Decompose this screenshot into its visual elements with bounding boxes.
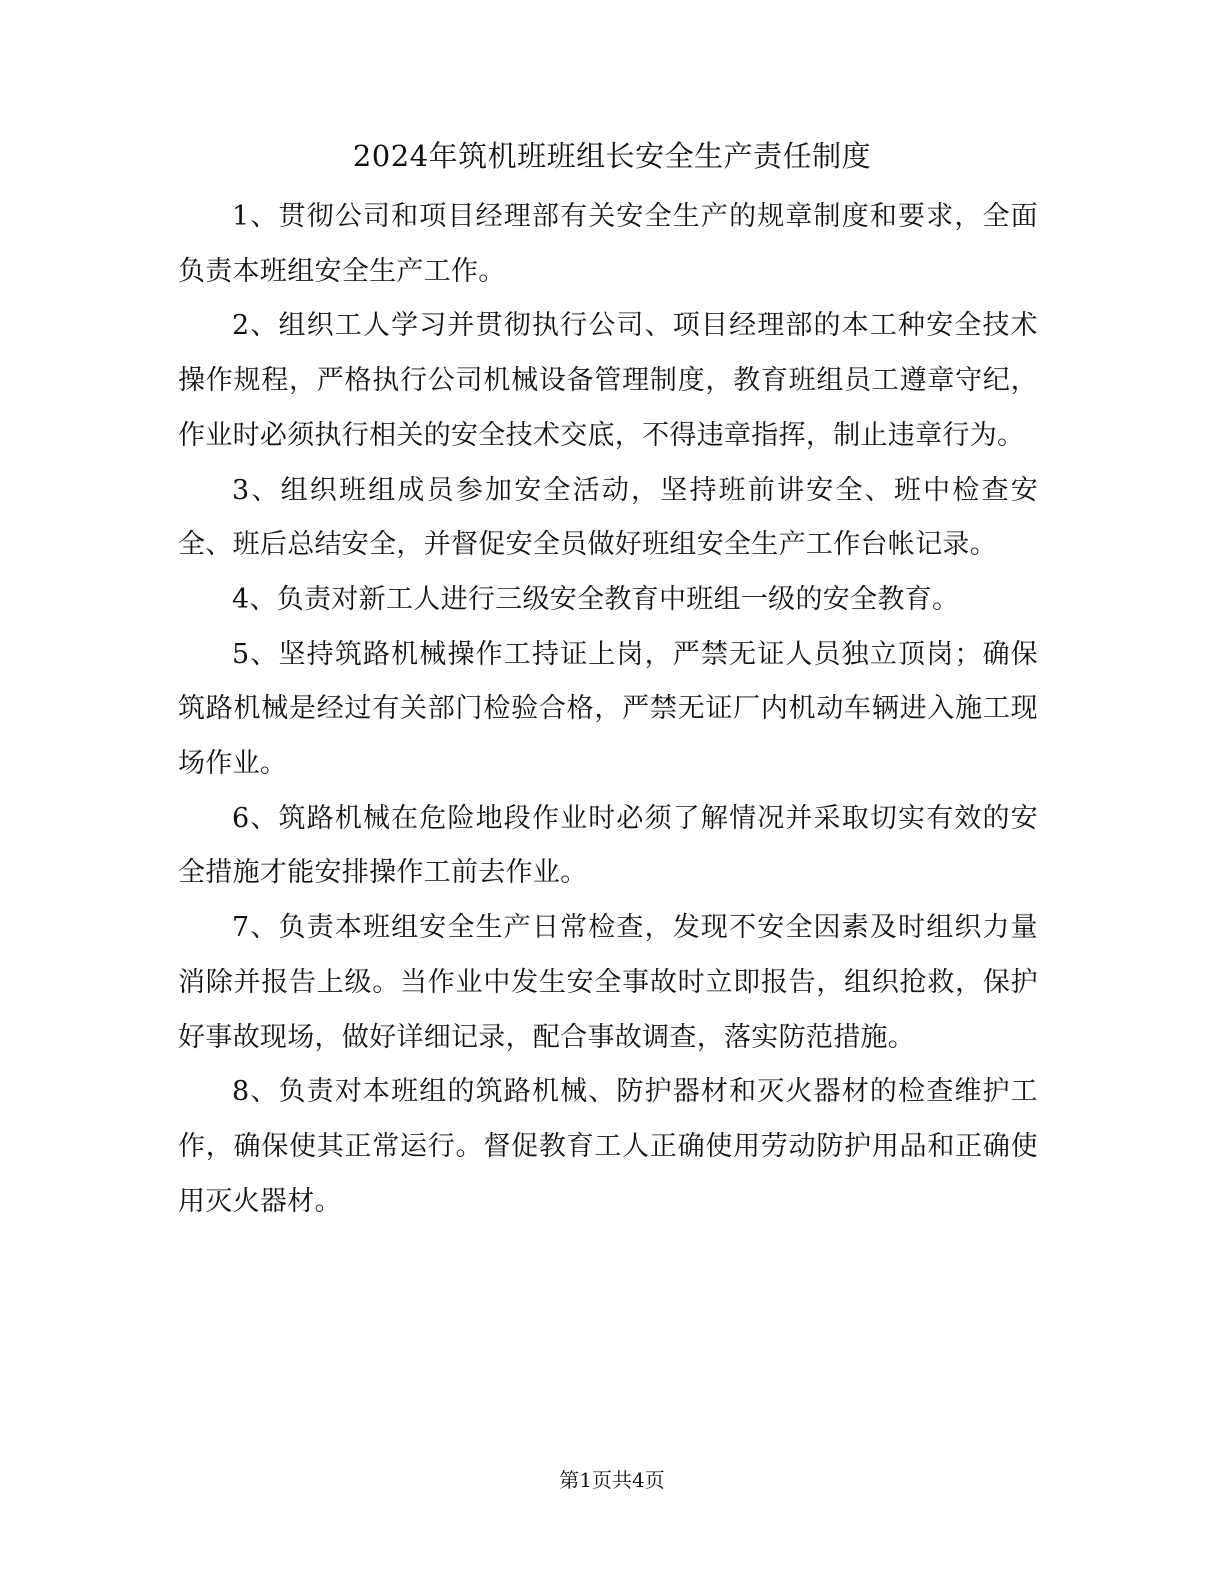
paragraph-8: 8、负责对本班组的筑路机械、防护器材和灭火器材的检查维护工作，确保使其正常运行。督促教育工人正确使用劳动防护用品和正确使用灭火器材。 (178, 1076, 1038, 1217)
document-body (178, 190, 1038, 1229)
document-title: 2024年筑机班班组长安全生产责任制度 (352, 139, 872, 173)
paragraph-1: 1、贯彻公司和项目经理部有关安全生产的规章制度和要求，全面负责本班组安全生产工作。 (178, 201, 1038, 287)
paragraph-5: 5、坚持筑路机械操作工持证上岗，严禁无证人员独立顶岗；确保筑路机械是经过有关部门检验合格，严禁无证厂内机动车辆进入施工现场作业。 (178, 638, 1038, 780)
paragraph-3: 3、组织班组成员参加安全活动，坚持班前讲安全、班中检查安全、班后总结安全，并督促安全员做好班组安全生产工作台帐记录。 (178, 474, 1038, 561)
page-number-footer: 第1页共4页 (559, 1468, 665, 1492)
paragraph-2: 2、组织工人学习并贯彻执行公司、项目经理部的本工种安全技术操作规程，严格执行公司机械设备管理制度，教育班组员工遵章守纪，作业时必须执行相关的安全技术交底，不得违章指挥，制止违章行为。 (178, 310, 1038, 451)
paragraph-6: 6、筑路机械在危险地段作业时必须了解情况并采取切实有效的安全措施才能安排操作工前去作业。 (178, 802, 1038, 889)
paragraph-4: 4、负责对新工人进行三级安全教育中班组一级的安全教育。 (232, 583, 960, 615)
paragraph-7: 7、负责本班组安全生产日常检查，发现不安全因素及时组织力量消除并报告上级。当作业中发生安全事故时立即报告，组织抢救，保护好事故现场，做好详细记录，配合事故调查，落实防范措施。 (178, 912, 1038, 1053)
